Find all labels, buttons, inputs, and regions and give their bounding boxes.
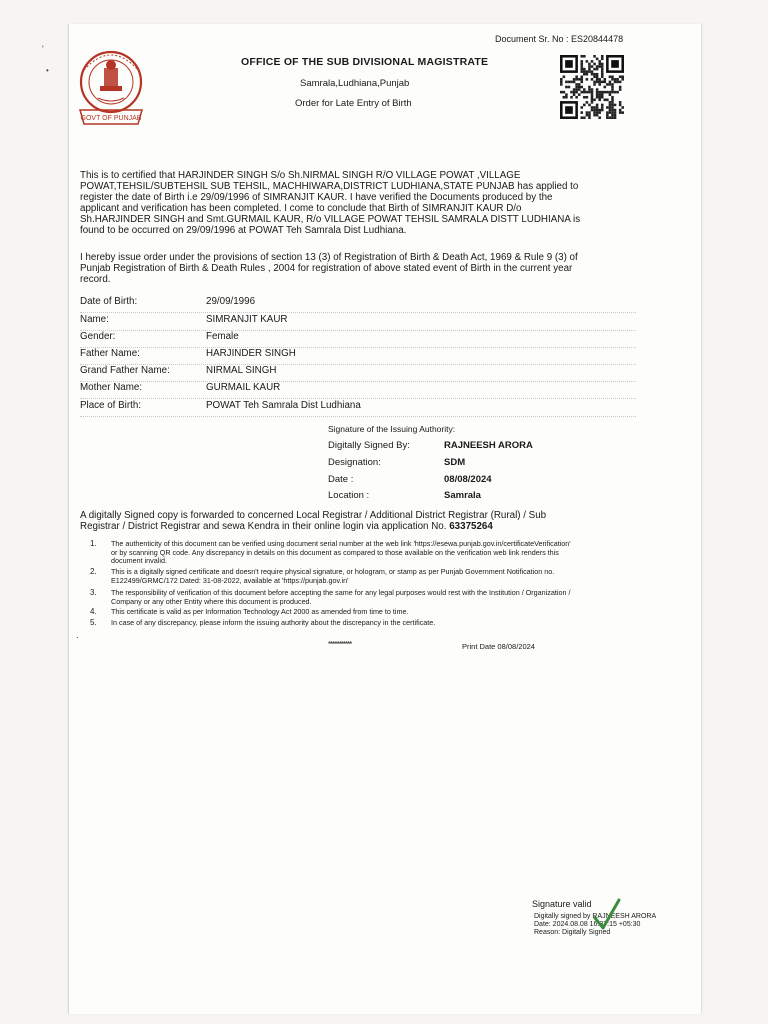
punjab-govt-seal-icon [76,40,146,140]
signature-label: Digitally Signed By: [328,440,410,451]
signature-label: Designation: [328,457,381,468]
note-line: document invalid. [111,556,167,565]
note-line: This certificate is valid as per Information Technology Act 2000 as amended from time to time. [111,607,409,616]
field-date-of-birth [80,294,636,313]
field-value: Female [206,331,239,342]
paragraph-line: A digitally Signed copy is forwarded to concerned Local Registrar / Additional District Registrar (Rural) / Sub [80,510,547,521]
note-line: This is a digitally signed certificate and doesn't require physical signature, or hologram, or stamp as per Punjab Government Notification no. [111,567,555,576]
note-number: 3. [90,588,97,597]
note-number: 4. [90,607,97,616]
signature-title: Signature of the Issuing Authority: [328,424,456,434]
signature-row-date [328,474,628,489]
paragraph-line: I hereby issue order under the provisions of section 13 (3) of Registration of Birth & Death Act, 1969 & Rule 9 (3) of [80,252,578,263]
signature-valid-title: Signature valid [532,899,592,909]
note-line: or by scanning QR code. Any discrepancy in details on this document as compared to those available on the verification web link renders this [111,547,559,557]
field-label: Gender: [80,331,116,342]
field-value: HARJINDER SINGH [206,348,296,359]
signature-row-designation [328,457,628,472]
field-label: Mother Name: [80,382,143,393]
field-mother-name [80,380,636,399]
field-label: Grand Father Name: [80,365,170,376]
signature-label: Location : [328,490,370,501]
signature-value: Samrala [444,490,481,501]
note-line: Company or any other Entity where this document is produced. [111,596,312,606]
signature-value: RAJNEESH ARORA [444,440,533,451]
field-value: 29/09/1996 [206,296,256,307]
print-date: Print Date 08/08/2024 [462,642,535,651]
paragraph-line: found to be occurred on 29/09/1996 at POWAT Teh Samrala Dist Ludhiana. [80,225,407,236]
qr-code-icon[interactable] [556,55,628,119]
order-paragraph [80,252,632,285]
paragraph-line: POWAT,TEHSIL/SUBTEHSIL SUB TEHSIL, MACHHIWARA,DISTRICT LUDHIANA,STATE PUNJAB has applied to [80,181,579,192]
field-place-of-birth [80,398,636,417]
signature-valid-line: Digitally signed by RAJNEESH ARORA [534,913,657,920]
forward-paragraph [80,510,640,532]
stray-dot: . [76,630,79,640]
paragraph-line: Sh.HARJINDER SINGH and Smt.GURMAIL KAUR, R/o VILLAGE POWAT TEHSIL SAMRALA DISTT LUDHIANA is [80,214,581,225]
note-number: 1. [90,539,97,548]
separator-stars: *********** [328,640,352,649]
field-label: Father Name: [80,348,140,359]
note-number: 2. [90,567,97,576]
paragraph-line: register the date of Birth i.e 29/09/1996 of SIMRANJIT KAUR. I have verified the Documents produced by the [80,192,553,203]
office-location: Samrala,Ludhiana,Punjab [300,78,410,89]
office-title: OFFICE OF THE SUB DIVISIONAL MAGISTRATE [241,56,489,68]
signature-valid-line: Date: 2024.08.08 16:37:15 +05:30 [534,921,641,928]
application-number: 63375264 [449,521,493,532]
certification-paragraph [80,170,632,236]
field-label: Place of Birth: [80,400,141,411]
field-label: Name: [80,314,109,325]
document-serial: Document Sr. No : ES20844478 [495,34,624,44]
field-label: Date of Birth: [80,296,138,307]
note-line: E122499/GRMC/172 Dated: 31-08-2022, available at 'https://punjab.gov.in' [111,575,349,585]
paragraph-line: record. [80,274,111,285]
signature-row-location [328,490,628,505]
field-value: GURMAIL KAUR [206,382,281,393]
scan-mark: ' [42,44,44,54]
note-line: The responsibility of verification of this document before accepting the same for any legal purposes would rest with the Institution / Organization / [111,588,571,597]
seal-text: GOVT OF PUNJAB [80,115,142,122]
signature-row-signed-by [328,440,628,455]
note-number: 5. [90,618,97,627]
signature-value: 08/08/2024 [444,474,492,485]
paragraph-line [80,521,640,532]
field-value: NIRMAL SINGH [206,365,277,376]
note-line: In case of any discrepancy, please inform the issuing authority about the discrepancy in the certificate. [111,618,436,627]
note-line: The authenticity of this document can be verified using document serial number at the web link 'https://esewa.punjab.gov.in/certificateVerification' [111,539,571,548]
order-title: Order for Late Entry of Birth [295,98,412,109]
scan-mark: • [46,66,49,75]
checkmark-icon [592,896,622,936]
signature-valid-line: Reason: Digitally Signed [534,929,611,936]
paragraph-line: applicant and verification has been completed. I come to conclude that Birth of SIMRANJIT KAUR D/o [80,203,522,214]
paragraph-line: This is to certified that HARJINDER SINGH S/o Sh.NIRMAL SINGH R/O VILLAGE POWAT ,VILLAGE [80,170,521,181]
signature-label: Date : [328,474,354,485]
signature-value: SDM [444,457,466,468]
field-value: POWAT Teh Samrala Dist Ludhiana [206,400,361,411]
paragraph-line: Punjab Registration of Birth & Death Rules , 2004 for registration of above stated event of Birth in the current year [80,263,573,274]
forward-text: Registrar / District Registrar and sewa Kendra in their online login via application No. [80,521,447,532]
field-value: SIMRANJIT KAUR [206,314,288,325]
